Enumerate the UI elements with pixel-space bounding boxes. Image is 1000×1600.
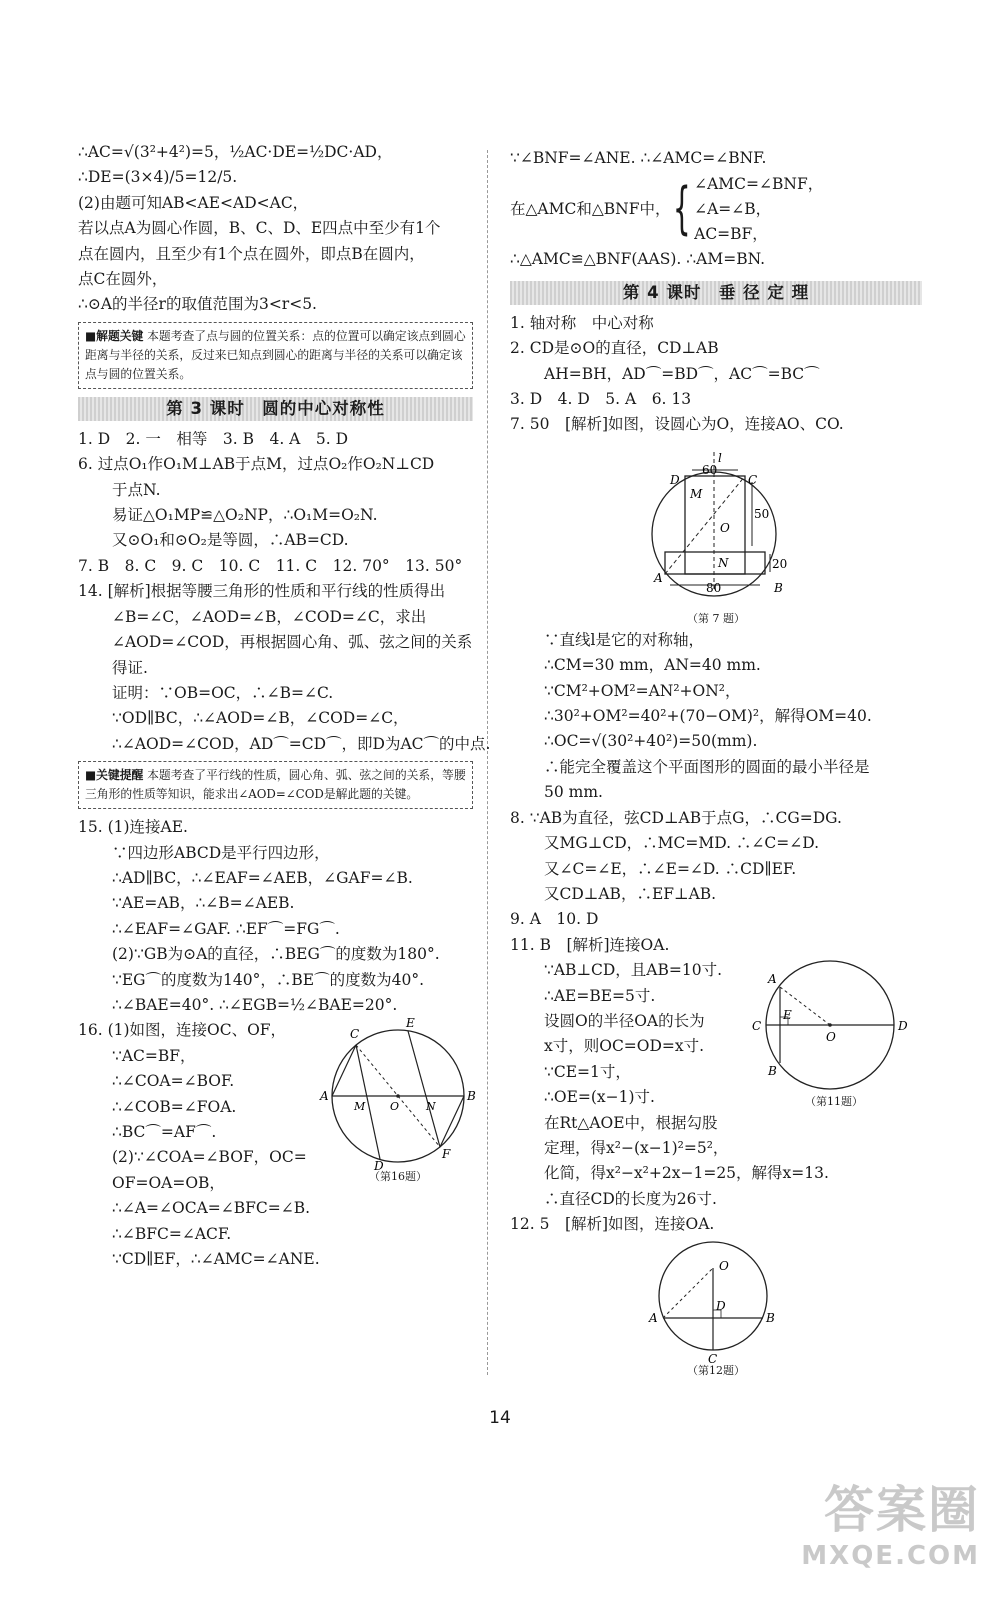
answer-line: 得证. xyxy=(112,658,148,677)
text-line: 若以点A为圆心作圆，B、C、D、E四点中至少有1个 xyxy=(78,219,441,238)
watermark-text: 答案圈 xyxy=(824,1481,980,1539)
fig11-label-o: O xyxy=(826,1029,836,1044)
fig11-label-c: C xyxy=(752,1018,762,1033)
text-line: (2)由题可知AB<AE<AD<AC， xyxy=(78,193,309,212)
answer-line: ∴AD∥BC，∴∠EAF=∠AEB，∠GAF=∠B. xyxy=(112,868,413,887)
fig12-label-o: O xyxy=(719,1258,729,1273)
answer-line: 于点N. xyxy=(112,480,161,499)
answer-line: OF=OA=OB， xyxy=(112,1173,225,1192)
fig7-label-50: 50 xyxy=(754,506,770,521)
condition-line: ∠A=∠B， xyxy=(694,199,772,218)
figure-12-caption: （第12题） xyxy=(687,1363,745,1377)
answer-line: 50 mm. xyxy=(544,783,603,802)
section-title-lesson-4: 第 4 课时 垂 径 定 理 xyxy=(510,281,922,305)
answer-line: 11. B [解析]连接OA. xyxy=(510,935,670,954)
text-line: ∴AC=√(3²+4²)=5，½AC·DE=½DC·AD， xyxy=(78,143,393,161)
fig11-label-d: D xyxy=(898,1018,908,1033)
fig7-label-b: B xyxy=(774,580,783,595)
answer-line: ∴∠A=∠OCA=∠BFC=∠B. xyxy=(112,1199,311,1218)
figure-7-diagram xyxy=(636,442,796,612)
fig12-label-b: B xyxy=(766,1310,775,1325)
problem-11-block xyxy=(510,933,922,1212)
answer-line: 6. 过点O₁作O₁M⊥AB于点M，过点O₂作O₂N⊥CD xyxy=(78,455,435,474)
fig16-label-a: A xyxy=(320,1089,329,1104)
brace-icon: { xyxy=(673,176,692,242)
fig11-label-e: E xyxy=(783,1007,792,1022)
left-column xyxy=(78,140,491,1272)
answer-line: 8. ∵AB为直径，弦CD⊥AB于点G，∴CG=DG. xyxy=(510,808,842,827)
answer-line: ∵AC=BF， xyxy=(112,1046,196,1065)
system-conditions xyxy=(694,172,823,247)
answer-line: ∴∠COA=∠BOF. xyxy=(112,1072,235,1091)
fig12-label-c: C xyxy=(708,1351,718,1364)
answer-line: ∠AOD=∠COD，再根据圆心角、弧、弦之间的关系 xyxy=(112,633,473,652)
figure-16-caption: （第16题） xyxy=(369,1170,427,1184)
text-line: ∴△AMC≌△BNF(AAS). ∴AM=BN. xyxy=(510,250,766,269)
answer-line: ∵OD∥BC，∴∠AOD=∠B，∠COD=∠C， xyxy=(112,709,409,728)
answer-line: ∵CD∥EF，∴∠AMC=∠ANE. xyxy=(112,1250,320,1269)
figure-7 xyxy=(510,442,922,626)
answer-line: ∵AB⊥CD，且AB=10寸. xyxy=(544,961,723,980)
congruence-system xyxy=(510,171,922,247)
answer-line: 定理，得x²−(x−1)²=5²， xyxy=(544,1138,729,1157)
answer-line: ∠B=∠C，∠AOD=∠B，∠COD=∠C，求出 xyxy=(112,607,427,626)
text-line: ∴⊙A的半径r的取值范围为3<r<5. xyxy=(78,295,317,314)
note-text: 本题考查了平行线的性质，圆心角、弧、弦之间的关系，等腰三角形的性质等知识，能求出∠AOD=∠COD是解此题的关键。 xyxy=(85,768,466,802)
answer-line: 7. 50 [解析]如图，设圆心为O，连接AO、CO. xyxy=(510,415,844,434)
text-line: 点在圆内，且至少有1个点在圆外，即点B在圆内， xyxy=(78,244,425,263)
fig7-label-l: l xyxy=(718,450,722,465)
answer-line: 12. 5 [解析]如图，连接OA. xyxy=(510,1215,715,1234)
watermark-logo xyxy=(750,1480,980,1590)
fig16-label-e: E xyxy=(406,1018,415,1031)
answer-line: 易证△O₁MP≌△O₂NP，∴O₁M=O₂N. xyxy=(112,506,378,525)
answer-line: ∴OC=√(30²+40²)=50(mm). xyxy=(544,732,758,751)
answer-line: 16. (1)如图，连接OC、OF， xyxy=(78,1021,287,1040)
answer-line: 又∠C=∠E，∴∠E=∠D. ∴CD∥EF. xyxy=(544,859,797,878)
key-reminder-note xyxy=(78,761,473,809)
answer-line: ∴∠EAF=∠GAF. ∴EF⌒=FG⌒. xyxy=(112,919,340,938)
column-divider xyxy=(487,150,488,1375)
answer-line: ∴∠AOD=∠COD，AD⌒=CD⌒，即D为AC⌒的中点. xyxy=(112,734,491,753)
note-tag: ■解题关键 xyxy=(85,328,144,343)
answer-line: 7. B 8. C 9. C 10. C 11. C 12. 70° 13. 50° xyxy=(78,556,463,575)
fig7-label-m: M xyxy=(690,486,703,501)
answer-line: x寸，则OC=OD=x寸. xyxy=(544,1037,705,1056)
figure-7-caption: （第 7 题） xyxy=(687,611,745,625)
fig7-label-80: 80 xyxy=(706,580,722,595)
fig12-label-d: D xyxy=(716,1298,726,1313)
figure-11 xyxy=(746,955,922,1109)
answer-line: ∴CM=30 mm，AN=40 mm. xyxy=(544,656,761,675)
answer-line: ∴∠BAE=40°. ∴∠EGB=½∠BAE=20°. xyxy=(112,995,398,1014)
fig11-label-a: A xyxy=(768,971,777,986)
right-column xyxy=(510,146,922,1378)
answer-line: 在Rt△AOE中，根据勾股 xyxy=(544,1113,718,1132)
answer-line: ∵四边形ABCD是平行四边形， xyxy=(112,843,330,862)
fig7-label-a: A xyxy=(654,570,663,585)
text-line: ∴DE=(3×4)/5=12/5. xyxy=(78,168,238,187)
figure-16 xyxy=(318,1018,478,1184)
fig16-label-o: O xyxy=(390,1100,400,1114)
answer-line: 又⊙O₁和⊙O₂是等圆，∴AB=CD. xyxy=(112,531,349,550)
page-number: 14 xyxy=(489,1408,511,1428)
answer-line: (2)∵∠COA=∠BOF，OC= xyxy=(112,1148,307,1167)
fig16-label-d: D xyxy=(374,1159,384,1171)
answer-line: ∴∠COB=∠FOA. xyxy=(112,1097,237,1116)
answer-line: (2)∵GB为⊙A的直径，∴BEG⌒的度数为180°. xyxy=(112,945,440,964)
answer-line: ∴BC⌒=AF⌒. xyxy=(112,1123,217,1141)
note-tag: ■关键提醒 xyxy=(85,768,144,783)
answer-line: ∵EG⌒的度数为140°，∴BE⌒的度数为40°. xyxy=(112,970,424,989)
text-line: ∵∠BNF=∠ANE. ∴∠AMC=∠BNF. xyxy=(510,149,767,167)
fig16-label-c: C xyxy=(350,1027,360,1042)
condition-line: ∠AMC=∠BNF， xyxy=(694,174,824,193)
system-lead: 在△AMC和△BNF中， xyxy=(510,199,671,218)
answer-line: 又MG⊥CD，∴MC=MD. ∴∠C=∠D. xyxy=(544,834,820,853)
fig16-label-n: N xyxy=(426,1100,436,1114)
figure-12-diagram xyxy=(641,1240,791,1364)
watermark-url: MXQE.COM xyxy=(801,1541,980,1571)
answer-line: 设圆O的半径OA的长为 xyxy=(544,1011,705,1030)
key-point-note xyxy=(78,322,473,389)
problem-16-block xyxy=(78,1018,476,1272)
answer-line: 化简，得x²−x²+2x−1=25，解得x=13. xyxy=(544,1164,829,1183)
fig16-label-b: B xyxy=(467,1089,476,1104)
fig16-label-m: M xyxy=(354,1100,366,1114)
fig11-label-b: B xyxy=(768,1063,777,1078)
figure-11-diagram xyxy=(746,955,922,1095)
answer-line: 1. D 2. 一 相等 3. B 4. A 5. D xyxy=(78,429,349,448)
answer-line: ∴AE=BE=5寸. xyxy=(544,986,656,1005)
fig12-label-a: A xyxy=(649,1310,658,1325)
fig7-label-d: D xyxy=(670,472,680,487)
figure-12 xyxy=(510,1240,922,1378)
condition-line: AC=BF， xyxy=(694,224,768,243)
answer-line: 1. 轴对称 中心对称 xyxy=(510,313,654,332)
answer-line: ∵CE=1寸， xyxy=(544,1062,631,1081)
answer-line: 14. [解析]根据等腰三角形的性质和平行线的性质得出 xyxy=(78,582,446,601)
answer-line: ∵CM²+OM²=AN²+ON²， xyxy=(544,681,741,700)
note-text: 本题考查了点与圆的位置关系：点的位置可以确定该点到圆心距离与半径的关系，反过来已知点到圆心的距离与半径的关系可以确定该点与圆的位置关系。 xyxy=(85,328,466,381)
answer-line: 又CD⊥AB，∴EF⊥AB. xyxy=(544,884,717,903)
answer-line: AH=BH，AD⌒=BD⌒，AC⌒=BC⌒ xyxy=(544,364,820,383)
answer-line: ∴OE=(x−1)寸. xyxy=(544,1088,655,1107)
fig7-label-60: 60 xyxy=(702,462,718,477)
answer-line: ∴∠BFC=∠ACF. xyxy=(112,1224,232,1243)
answer-line: 证明：∵OB=OC，∴∠B=∠C. xyxy=(112,683,334,702)
fig7-label-n: N xyxy=(718,555,729,570)
fig7-label-o: O xyxy=(720,520,730,535)
answer-line: 9. A 10. D xyxy=(510,910,599,929)
answer-line: ∴直径CD的长度为26寸. xyxy=(544,1189,717,1208)
answer-line: ∴能完全覆盖这个平面图形的圆面的最小半径是 xyxy=(544,757,870,776)
figure-11-caption: （第11题） xyxy=(805,1094,863,1108)
answer-line: ∵直线l是它的对称轴， xyxy=(544,630,704,649)
fig7-label-c: C xyxy=(748,472,758,487)
fig16-label-f: F xyxy=(442,1147,451,1162)
answer-line: 3. D 4. D 5. A 6. 13 xyxy=(510,390,692,409)
answer-line: ∵AE=AB，∴∠B=∠AEB. xyxy=(112,894,295,913)
answer-line: 15. (1)连接AE. xyxy=(78,818,188,837)
fig7-label-20: 20 xyxy=(772,556,788,571)
figure-16-diagram xyxy=(318,1018,478,1170)
answer-line: 2. CD是⊙O的直径，CD⊥AB xyxy=(510,339,719,358)
text-line: 点C在圆外， xyxy=(78,270,168,289)
section-title-lesson-3: 第 3 课时 圆的中心对称性 xyxy=(78,397,473,421)
answer-line: ∴30²+OM²=40²+(70−OM)²，解得OM=40. xyxy=(544,707,872,726)
